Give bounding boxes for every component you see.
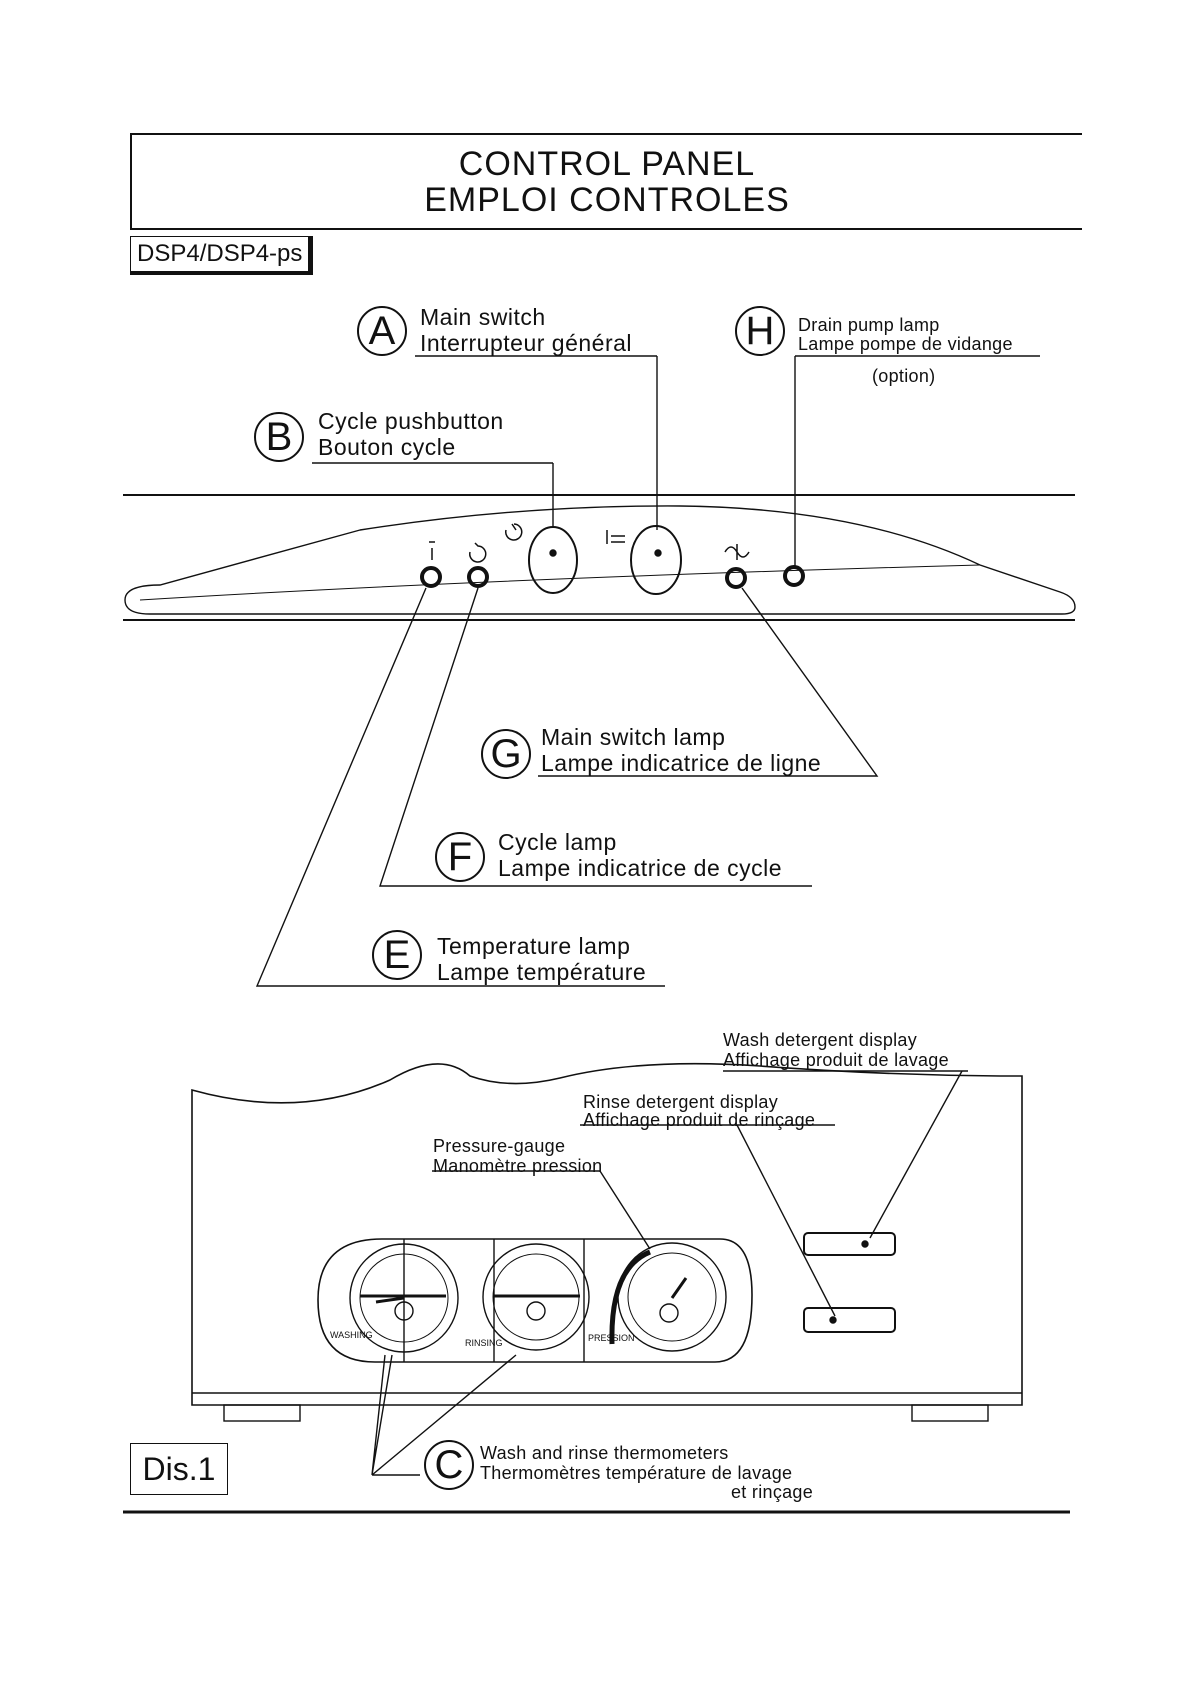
leader-gauge <box>600 1171 650 1249</box>
rinse-detergent-display <box>804 1308 895 1332</box>
thermometer-symbol <box>429 542 435 560</box>
pressure-caption: PRESSION <box>588 1333 635 1343</box>
wave-symbol <box>725 544 749 560</box>
wash-thermometer-needle <box>360 1296 446 1302</box>
rinse-display-label-fr: Affichage produit de rinçage <box>583 1110 816 1130</box>
pushbutton-symbol <box>506 524 522 540</box>
temperature-lamp-label-en: Temperature lamp <box>437 933 631 959</box>
switch-symbol <box>607 530 625 544</box>
pressure-gauge-scale-arc <box>612 1252 650 1344</box>
rinsing-caption: RINSING <box>465 1338 503 1348</box>
thermometers-label-fr: Thermomètres température de lavage <box>480 1463 793 1483</box>
drain-pump-lamp-shape <box>785 567 803 585</box>
gauge-label-fr: Manomètre pression <box>433 1156 603 1176</box>
callout-letter-c: C <box>424 1440 474 1490</box>
main-switch-lamp-label-en: Main switch lamp <box>541 724 726 750</box>
panel-contour <box>125 506 1075 614</box>
panel-inner-curve <box>140 565 980 600</box>
callout-letter-a: A <box>357 306 407 356</box>
cycle-pushbutton-label-fr: Bouton cycle <box>318 434 456 460</box>
drain-pump-label-fr: Lampe pompe de vidange <box>798 334 1013 354</box>
wash-detergent-display <box>804 1233 895 1255</box>
callout-letter-h: H <box>735 306 785 356</box>
thermometers-label-en: Wash and rinse thermometers <box>480 1443 729 1463</box>
rinse-thermometer-badge <box>527 1302 545 1320</box>
temperature-lamp-label-fr: Lampe température <box>437 959 647 985</box>
pressure-gauge-needle <box>672 1278 686 1298</box>
cycle-lamp-shape <box>469 568 487 586</box>
title-english: CONTROL PANEL <box>458 145 756 183</box>
wash-display-label-en: Wash detergent display <box>723 1030 918 1050</box>
cycle-pushbutton-label-en: Cycle pushbutton <box>318 408 504 434</box>
main-switch-shape <box>631 526 681 594</box>
foot-right <box>912 1405 988 1421</box>
main-switch-lamp-label-fr: Lampe indicatrice de ligne <box>541 750 822 776</box>
figure-tag: Dis.1 <box>130 1443 228 1495</box>
thermometers-label-fr2: et rinçage <box>731 1482 814 1502</box>
main-switch-dot <box>655 550 661 556</box>
drain-pump-label-en: Drain pump lamp <box>798 315 940 335</box>
leader-wash <box>870 1071 962 1238</box>
foot-left <box>224 1405 300 1421</box>
title-french: EMPLOI CONTROLES <box>424 181 790 219</box>
callout-letter-f: F <box>435 832 485 882</box>
pressure-gauge-badge <box>660 1304 678 1322</box>
cycle-lamp-label-en: Cycle lamp <box>498 829 617 855</box>
gauge-label-en: Pressure-gauge <box>433 1136 566 1156</box>
model-tag: DSP4/DSP4-ps <box>130 236 313 275</box>
cycle-pushbutton-shape <box>529 527 577 593</box>
callout-letter-e: E <box>372 930 422 980</box>
rinse-display-label-en: Rinse detergent display <box>583 1092 779 1112</box>
main-switch-label-en: Main switch <box>420 304 546 330</box>
leader-e <box>257 588 665 986</box>
cycle-lamp-label-fr: Lampe indicatrice de cycle <box>498 855 783 881</box>
drain-pump-option: (option) <box>872 366 936 386</box>
temperature-lamp-shape <box>422 568 440 586</box>
wash-display-dot <box>862 1241 868 1247</box>
main-switch-label-fr: Interrupteur général <box>420 330 633 356</box>
main-switch-lamp-shape <box>727 569 745 587</box>
washing-caption: WASHING <box>330 1330 373 1340</box>
callout-letter-g: G <box>481 729 531 779</box>
cycle-pushbutton-dot <box>550 550 556 556</box>
wash-display-label-fr: Affichage produit de lavage <box>723 1050 949 1070</box>
cycle-symbol <box>470 543 486 562</box>
rinse-display-dot <box>830 1317 836 1323</box>
callout-letter-b: B <box>254 412 304 462</box>
